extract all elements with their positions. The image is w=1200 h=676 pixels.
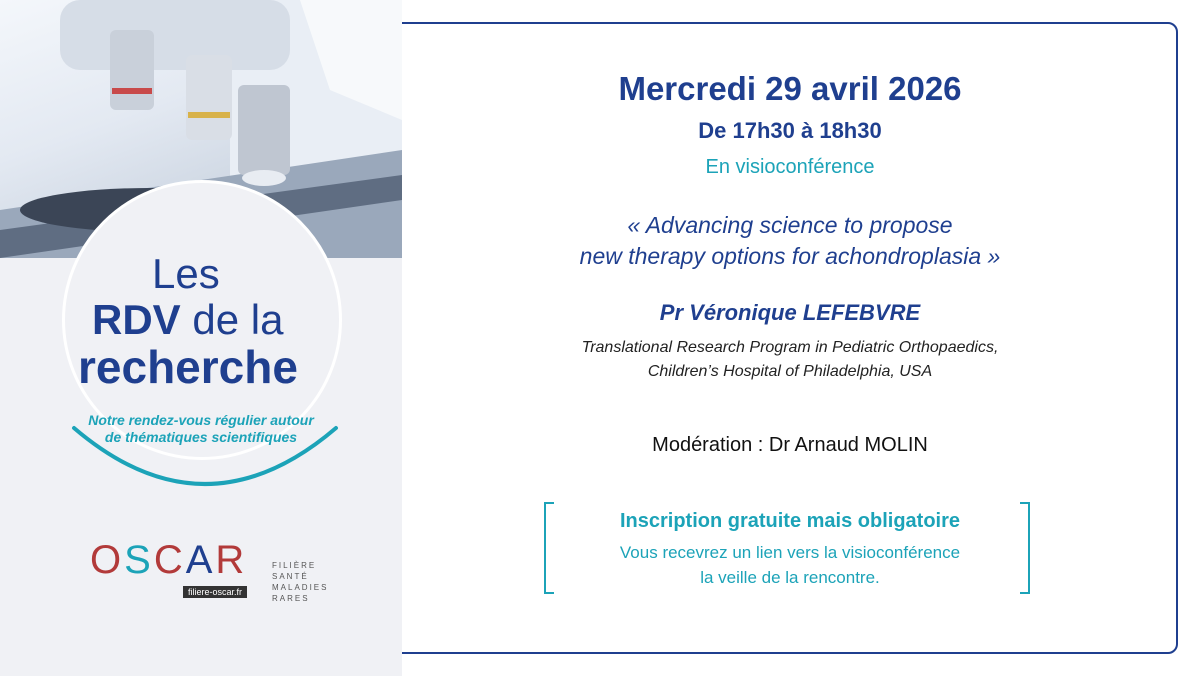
left-panel (0, 0, 402, 676)
talk-title-line: new therapy options for achondroplasia » (579, 243, 1001, 269)
registration-line: la veille de la rencontre. (700, 568, 880, 587)
title-recherche: recherche (78, 341, 298, 393)
title-les: Les (152, 250, 220, 297)
talk-title (402, 210, 1178, 272)
registration-line: Vous recevrez un lien vers la visioconférence (619, 543, 961, 562)
event-mode: En visioconférence (705, 156, 875, 178)
filiere-line: RARES (272, 594, 310, 603)
registration-title: Inscription gratuite mais obligatoire (619, 510, 961, 532)
speaker-affiliation (402, 336, 1178, 384)
tagline-arc-decoration (70, 420, 340, 505)
filiere-line: SANTÉ (272, 572, 309, 581)
tagline: Notre rendez-vous régulier autour de thématiques scientifiques (88, 412, 314, 445)
oscar-letter: A (185, 538, 216, 582)
title-rdv: RDV (92, 296, 181, 343)
title-rdv-line (92, 296, 283, 344)
filiere-label (272, 560, 328, 604)
oscar-letter: C (153, 538, 186, 582)
talk-title-line: « Advancing science to propose (627, 212, 953, 238)
filiere-line: MALADIES (272, 583, 329, 592)
filiere-line: FILIÈRE (272, 561, 317, 570)
affiliation-line: Children’s Hospital of Philadelphia, USA (647, 363, 933, 380)
oscar-letter: S (124, 538, 154, 582)
oscar-letter: R (215, 538, 248, 582)
title-de-la: de la (192, 296, 284, 343)
oscar-letter: O (90, 538, 125, 582)
affiliation-line: Translational Research Program in Pediatric Orthopaedics, (581, 339, 999, 356)
moderation: Modération : Dr Arnaud MOLIN (652, 434, 928, 456)
oscar-url: filiere-oscar.fr (183, 586, 247, 598)
speaker-name: Pr Véronique LEFEBVRE (659, 300, 921, 325)
event-time: De 17h30 à 18h30 (698, 118, 882, 143)
event-date: Mercredi 29 avril 2026 (618, 70, 962, 107)
oscar-logo (90, 538, 247, 583)
registration-text (402, 540, 1178, 590)
